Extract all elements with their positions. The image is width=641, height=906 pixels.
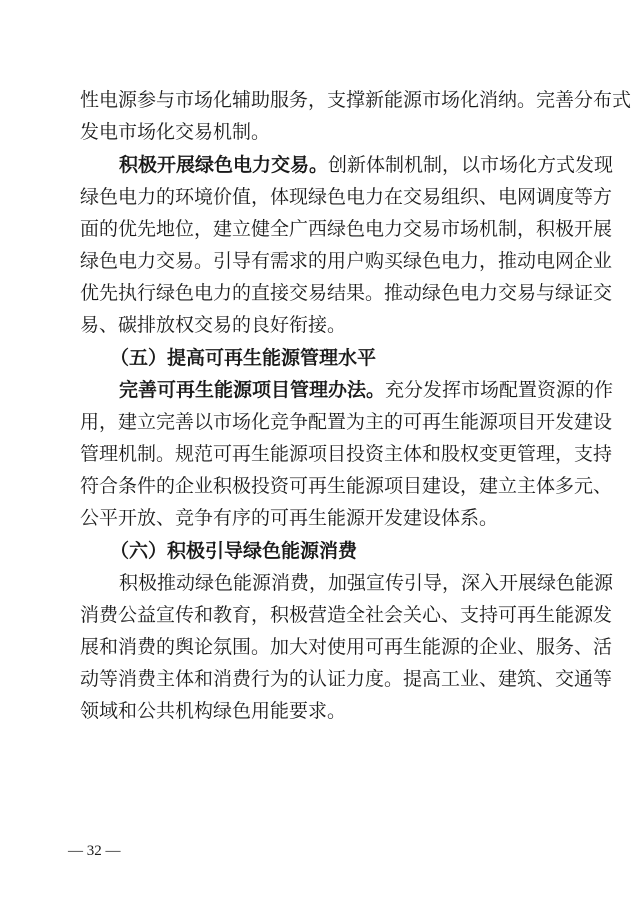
text-line: 易、碳排放权交易的良好衔接。 <box>80 314 347 336</box>
text-span: 充分发挥市场配置资源的作 <box>385 379 614 401</box>
text-line: 符合条件的企业积极投资可再生能源项目建设，建立主体多元、 <box>80 475 613 497</box>
text-line: 优先执行绿色电力的直接交易结果。推动绿色电力交易与绿证交 <box>80 282 613 304</box>
text-span: 创新体制机制，以市场化方式发现 <box>328 154 614 176</box>
text-line: 展和消费的舆论氛围。加大对使用可再生能源的企业、服务、活 <box>80 636 613 658</box>
bold-lead: 积极开展绿色电力交易。 <box>119 154 329 176</box>
bold-lead: 完善可再生能源项目管理办法。 <box>119 379 386 401</box>
text-line <box>119 152 614 178</box>
text-line: 绿色电力交易。引导有需求的用户购买绿色电力，推动电网企业 <box>80 250 613 272</box>
section-heading: （五）提高可再生能源管理水平 <box>110 347 377 369</box>
text-line: 面的优先地位，建立健全广西绿色电力交易市场机制，积极开展 <box>80 218 613 240</box>
section-heading: （六）积极引导绿色能源消费 <box>110 540 358 562</box>
text-line: 消费公益宣传和教育，积极营造全社会关心、支持可再生能源发 <box>80 604 613 626</box>
page-number: — 32 — <box>68 843 121 859</box>
text-line <box>119 377 614 403</box>
text-line: 积极推动绿色能源消费，加强宣传引导，深入开展绿色能源 <box>119 572 614 594</box>
text-line: 动等消费主体和消费行为的认证力度。提高工业、建筑、交通等 <box>80 668 613 690</box>
text-line: 公平开放、竞争有序的可再生能源开发建设体系。 <box>80 507 499 529</box>
text-line: 绿色电力的环境价值，体现绿色电力在交易组织、电网调度等方 <box>80 186 613 208</box>
text-line: 领域和公共机构绿色用能要求。 <box>80 700 347 722</box>
text-line: 发电市场化交易机制。 <box>80 121 271 143</box>
text-line: 用，建立完善以市场化竞争配置为主的可再生能源项目开发建设 <box>80 411 613 433</box>
text-line: 性电源参与市场化辅助服务，支撑新能源市场化消纳。完善分布式 <box>80 89 632 111</box>
text-line: 管理机制。规范可再生能源项目投资主体和股权变更管理，支持 <box>80 443 613 465</box>
